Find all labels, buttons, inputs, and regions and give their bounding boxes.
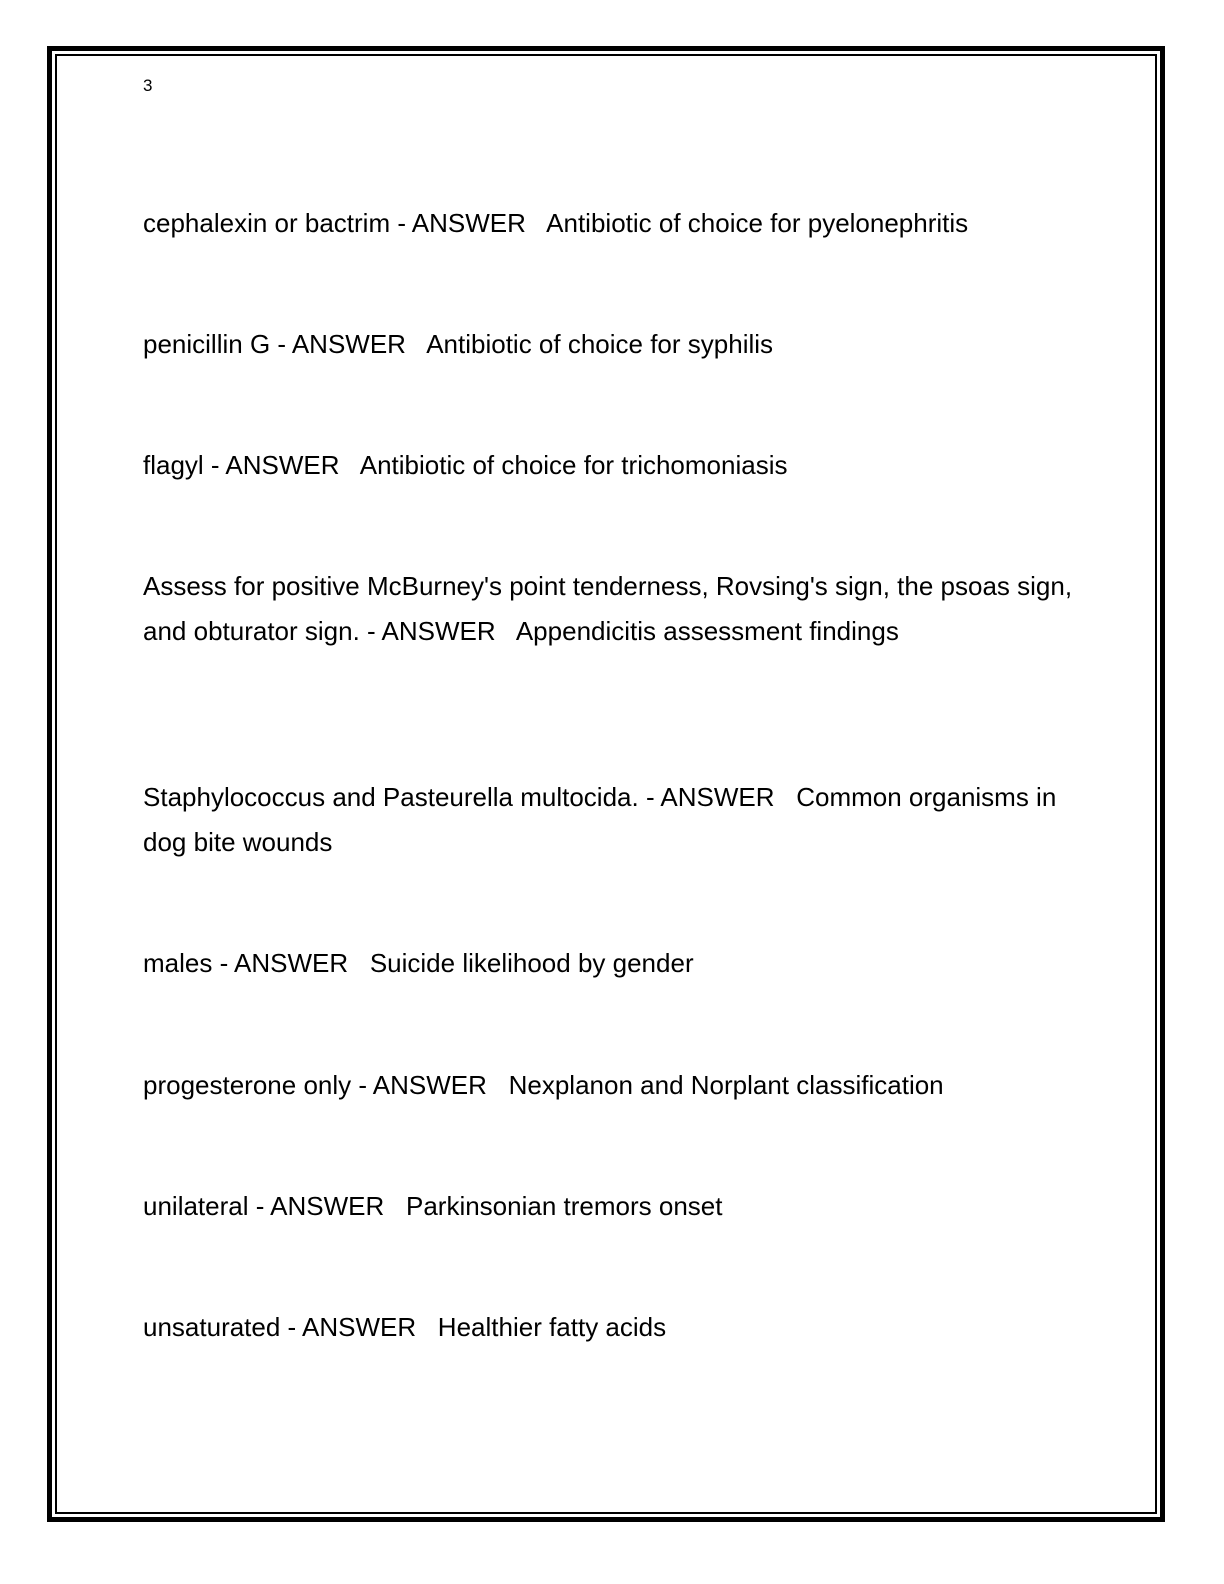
entry-definition: Parkinsonian tremors onset bbox=[405, 1191, 723, 1221]
page-number: 3 bbox=[143, 76, 153, 95]
entry-separator: - ANSWER bbox=[359, 616, 516, 646]
entry-separator: - ANSWER bbox=[270, 329, 427, 359]
flashcard-entry bbox=[143, 1305, 1073, 1350]
entry-term: progesterone only bbox=[143, 1070, 352, 1100]
entry-separator: - ANSWER bbox=[212, 948, 370, 978]
entry-separator: - ANSWER bbox=[280, 1312, 438, 1342]
entry-term: males bbox=[143, 948, 213, 978]
entry-definition: Antibiotic of choice for trichomoniasis bbox=[359, 450, 788, 480]
flashcard-entry bbox=[143, 322, 1073, 367]
entry-separator: - ANSWER bbox=[638, 782, 797, 812]
flashcard-entry bbox=[143, 1184, 1073, 1229]
flashcard-entry bbox=[143, 443, 1073, 488]
entry-term: Staphylococcus and Pasteurella multocida. bbox=[143, 782, 639, 812]
entry-term: unilateral bbox=[143, 1191, 249, 1221]
entry-term: Assess for positive McBurney's point tenderness, Rovsing's sign, the psoas sign, and obturator sign. bbox=[143, 571, 1073, 646]
entry-definition: Appendicitis assessment findings bbox=[515, 616, 899, 646]
entry-term: flagyl bbox=[143, 450, 204, 480]
entry-definition: Nexplanon and Norplant classification bbox=[508, 1070, 944, 1100]
flashcard-entry bbox=[143, 1063, 1073, 1108]
flashcard-entry bbox=[143, 941, 1073, 986]
entry-definition: Antibiotic of choice for pyelonephritis bbox=[546, 208, 969, 238]
entry-definition: Suicide likelihood by gender bbox=[369, 948, 694, 978]
entry-term: cephalexin or bactrim bbox=[143, 208, 391, 238]
entry-separator: - ANSWER bbox=[248, 1191, 406, 1221]
entry-definition: Antibiotic of choice for syphilis bbox=[426, 329, 774, 359]
flashcard-entry bbox=[143, 564, 1073, 654]
entry-term: penicillin G bbox=[143, 329, 271, 359]
entry-separator: - ANSWER bbox=[203, 450, 360, 480]
flashcard-entry bbox=[143, 201, 1073, 246]
entry-separator: - ANSWER bbox=[390, 208, 547, 238]
entry-definition: Healthier fatty acids bbox=[437, 1312, 667, 1342]
flashcard-entry bbox=[143, 775, 1073, 865]
entry-separator: - ANSWER bbox=[351, 1070, 509, 1100]
entry-term: unsaturated bbox=[143, 1312, 281, 1342]
entry-definition: Common organisms in dog bite wounds bbox=[143, 782, 1057, 857]
